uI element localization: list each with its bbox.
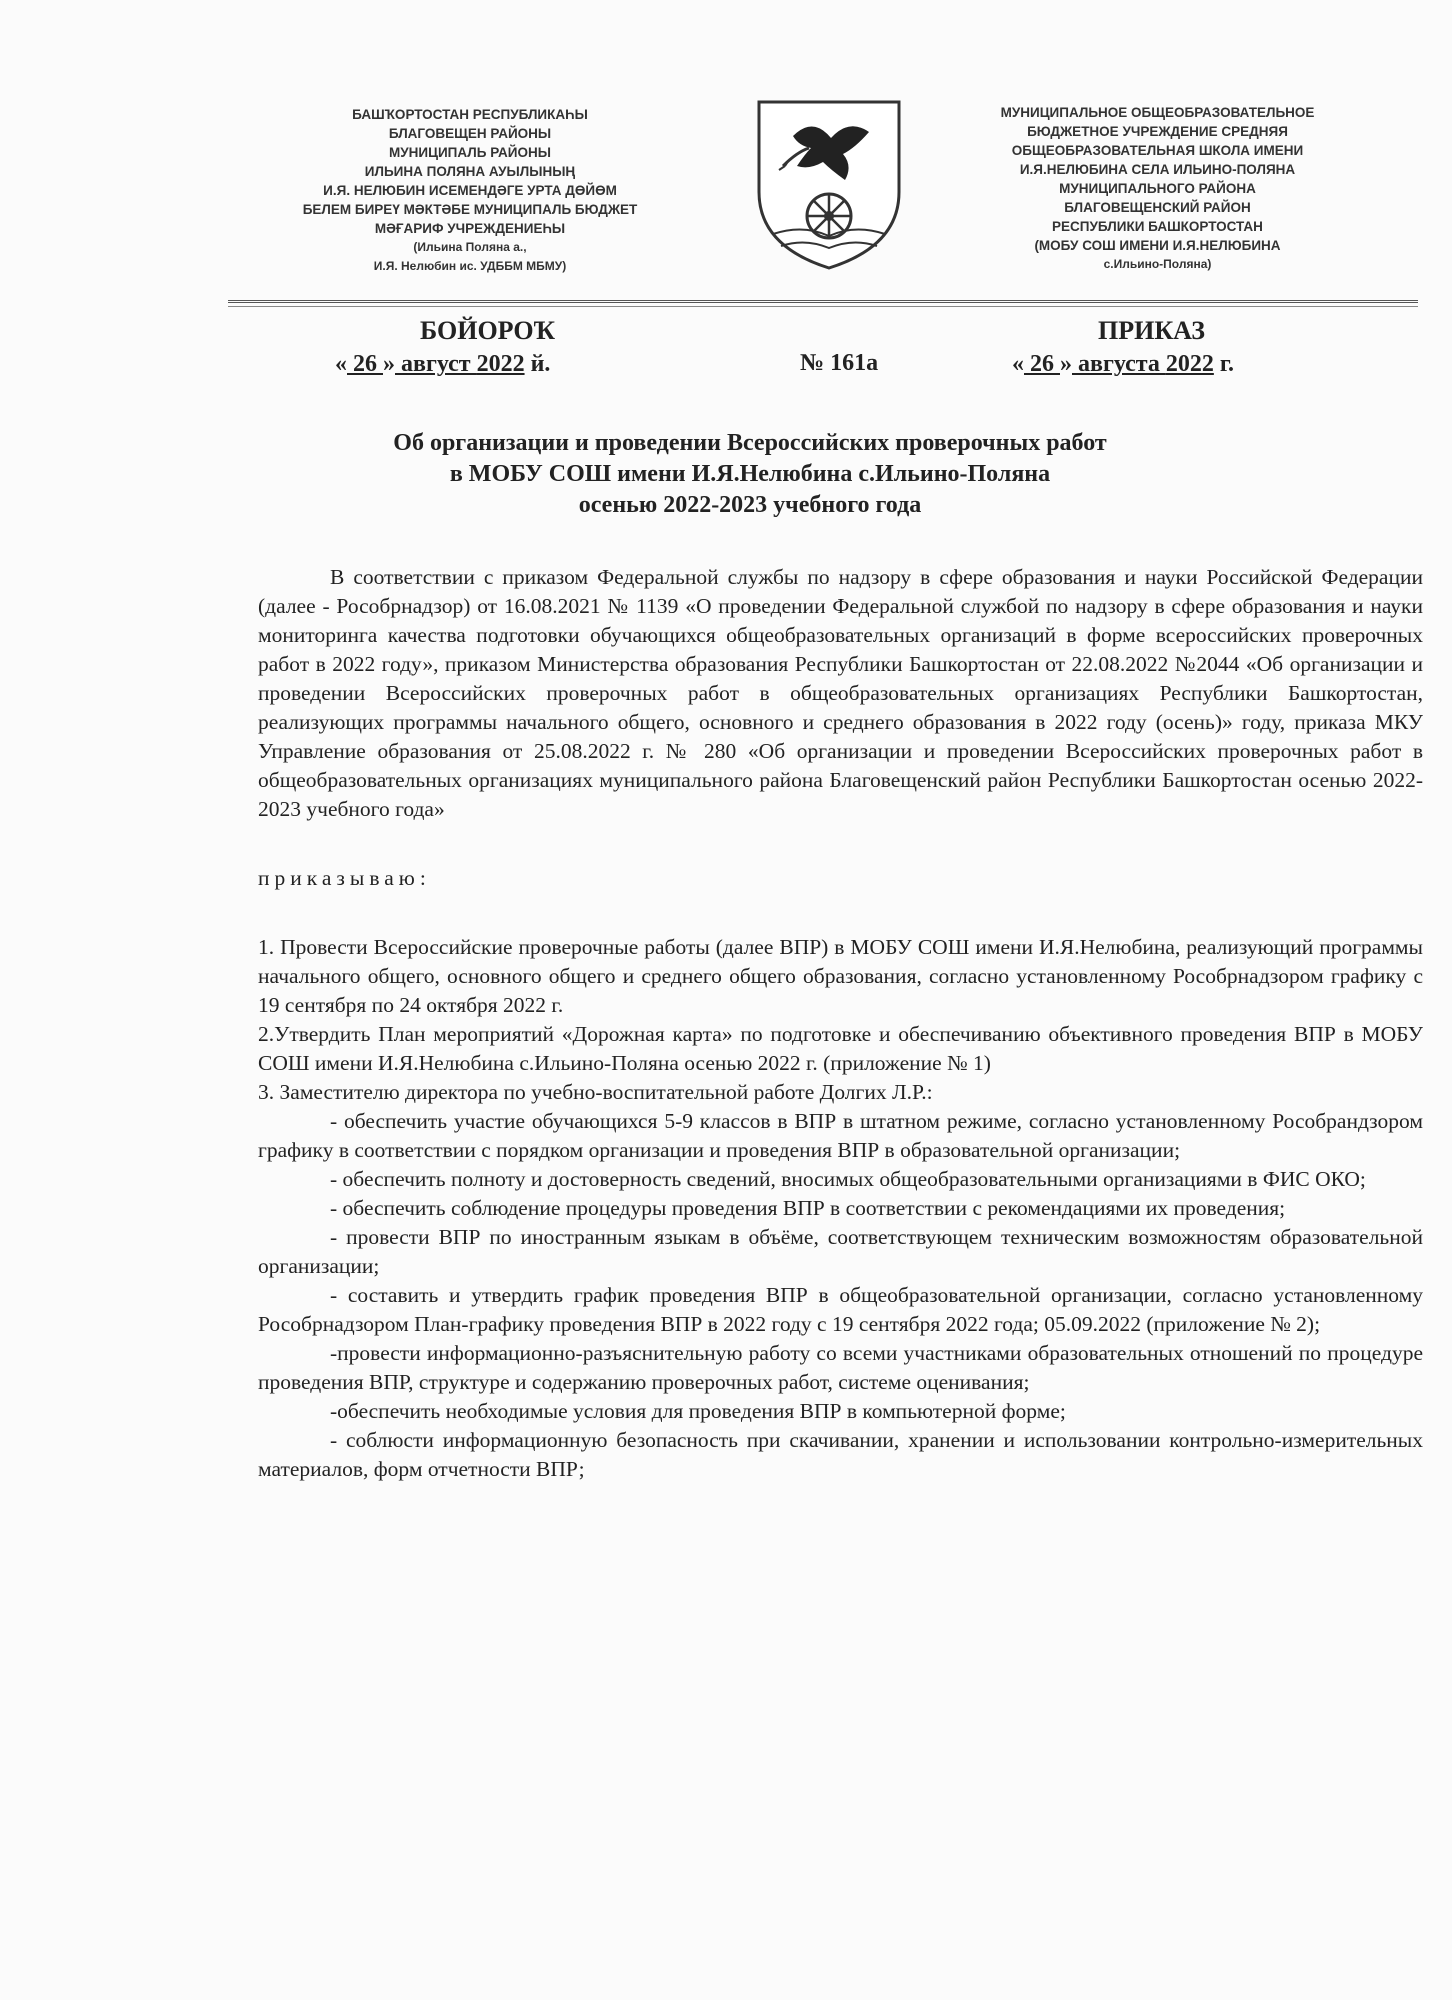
bashkir-order-title: БОЙОРОҠ [420, 316, 556, 345]
header-right-line: БЛАГОВЕЩЕНСКИЙ РАЙОН [1064, 200, 1251, 215]
order-subitem: - обеспечить участие обучающихся 5-9 классов в ВПР в штатном режиме, согласно установленному Рособрандзором графику в соответствии с порядком организации и проведения ВПР в образовательной организации; [258, 1109, 1423, 1162]
order-subitem: - обеспечить полноту и достоверность сведений, вносимых общеобразовательными организациями в ФИС ОКО; [330, 1167, 1366, 1191]
header-left-abbr: И.Я. Нелюбин ис. УДББМ МБМУ) [373, 259, 567, 273]
russian-order-title: ПРИКАЗ [1098, 316, 1206, 345]
order-subitem: - составить и утвердить график проведения ВПР в общеобразовательной организации, согласно установленному Рособрнадзором План-графику проведения ВПР в 2022 году с 19 сентября 2022 года; 05.09.2022 (приложение № 2); [258, 1283, 1423, 1336]
document-body [258, 563, 1423, 1484]
header-left-line: МӘҒАРИФ УЧРЕЖДЕНИЕҺЫ [374, 221, 566, 236]
preamble-paragraph: В соответствии с приказом Федеральной службы по надзору в сфере образования и науки Российской Федерации (далее - Рособрнадзор) от 16.08.2021 № 1139 «О проведении Федеральной службой по надзору в сфере образования и науки мониторинга качества подготовки обучающихся общеобразовательных организаций в форме всероссийских проверочных работ в 2022 году», приказом Министерства образования Республики Башкортостан от 22.08.2022 №2044 «Об организации и проведении Всероссийских проверочных работ в общеобразовательных организациях Республики Башкортостан, реализующих программы начального общего, основного и среднего образования в 2022 году (осень)» году, приказа МКУ Управление образования от 25.08.2022 г. № 280 «Об организации и проведении Всероссийских проверочных работ в общеобразовательных организациях муниципального района Благовещенский район Республики Башкортостан осенью 2022-2023 учебного года» [258, 565, 1423, 821]
order-item: 2.Утвердить План мероприятий «Дорожная карта» по подготовке и обеспечиванию объективного проведения ВПР в МОБУ СОШ имени И.Я.Нелюбина с.Ильино-Поляна осенью 2022 г. (приложение № 1) [258, 1022, 1423, 1075]
bashkir-order-date: « 26 » август 2022 й. [335, 351, 551, 377]
header-left-line: БАШҠОРТОСТАН РЕСПУБЛИКАҺЫ [352, 107, 588, 122]
header-right-line: МУНИЦИПАЛЬНОГО РАЙОНА [1059, 181, 1256, 196]
order-subitem: - соблюсти информационную безопасность при скачивании, хранении и использовании контрольно-измерительных материалов, форм отчетности ВПР; [258, 1428, 1423, 1481]
header-left-line: И.Я. НЕЛЮБИН ИСЕМЕНДӘГЕ УРТА ДӨЙӨМ [323, 183, 617, 198]
header-left-abbr: (Ильина Поляна а., [413, 240, 527, 254]
russian-order-date: « 26 » августа 2022 г. [1012, 351, 1235, 377]
title-line: осенью 2022-2023 учебного года [578, 492, 922, 518]
order-item: 1. Провести Всероссийские проверочные работы (далее ВПР) в МОБУ СОШ имени И.Я.Нелюбина, реализующий программы начального общего, основного общего и среднего общего образования, согласно установленному Рособрнадзором графику с 19 сентября по 24 октября 2022 г. [258, 935, 1423, 1017]
header-right-line: ОБЩЕОБРАЗОВАТЕЛЬНАЯ ШКОЛА ИМЕНИ [1011, 143, 1304, 158]
header-right-line: И.Я.НЕЛЮБИНА СЕЛА ИЛЬИНО-ПОЛЯНА [1019, 162, 1296, 177]
order-subitem: - провести ВПР по иностранным языкам в объёме, соответствующем техническим возможностям образовательной организации; [258, 1225, 1423, 1278]
header-right-line: МУНИЦИПАЛЬНОЕ ОБЩЕОБРАЗОВАТЕЛЬНОЕ [1000, 105, 1315, 120]
header-left-line: БЛАГОВЕЩЕН РАЙОНЫ [388, 126, 552, 141]
header-right-line: БЮДЖЕТНОЕ УЧРЕЖДЕНИЕ СРЕДНЯЯ [1027, 124, 1288, 139]
header-left-line: ИЛЬИНА ПОЛЯНА АУЫЛЫНЫҢ [364, 164, 576, 179]
order-item: 3. Заместителю директора по учебно-воспитательной работе Долгих Л.Р.: [258, 1080, 933, 1104]
header-left-line: БЕЛЕМ БИРЕҮ МӘКТӘБЕ МУНИЦИПАЛЬ БЮДЖЕТ [302, 202, 638, 217]
title-line: Об организации и проведении Всероссийских проверочных работ [393, 430, 1107, 456]
order-number: № 161а [800, 350, 879, 376]
order-word: приказываю: [258, 866, 431, 890]
district-emblem-icon [753, 96, 905, 272]
header-russian-block [930, 103, 1385, 274]
title-line: в МОБУ СОШ имени И.Я.Нелюбина с.Ильино-Поляна [449, 461, 1051, 487]
order-subitem: -провести информационно-разъяснительную работу со всеми участниками образовательных отношений по процедуре проведения ВПР, структуре и содержанию проверочных работ, системе оценивания; [258, 1341, 1423, 1394]
header-right-abbr: с.Ильино-Поляна) [1103, 257, 1212, 271]
order-subitem: -обеспечить необходимые условия для проведения ВПР в компьютерной форме; [330, 1399, 1066, 1423]
document-title [300, 428, 1200, 521]
header-right-line: (МОБУ СОШ ИМЕНИ И.Я.НЕЛЮБИНА [1034, 238, 1281, 253]
order-subitem: - обеспечить соблюдение процедуры проведения ВПР в соответствии с рекомендациями их проведения; [330, 1196, 1286, 1220]
header-divider [228, 300, 1418, 303]
header-divider-thin [228, 306, 1418, 307]
header-bashkir-block [245, 105, 695, 276]
header-left-line: МУНИЦИПАЛЬ РАЙОНЫ [389, 145, 551, 160]
header-right-line: РЕСПУБЛИКИ БАШКОРТОСТАН [1052, 219, 1263, 234]
